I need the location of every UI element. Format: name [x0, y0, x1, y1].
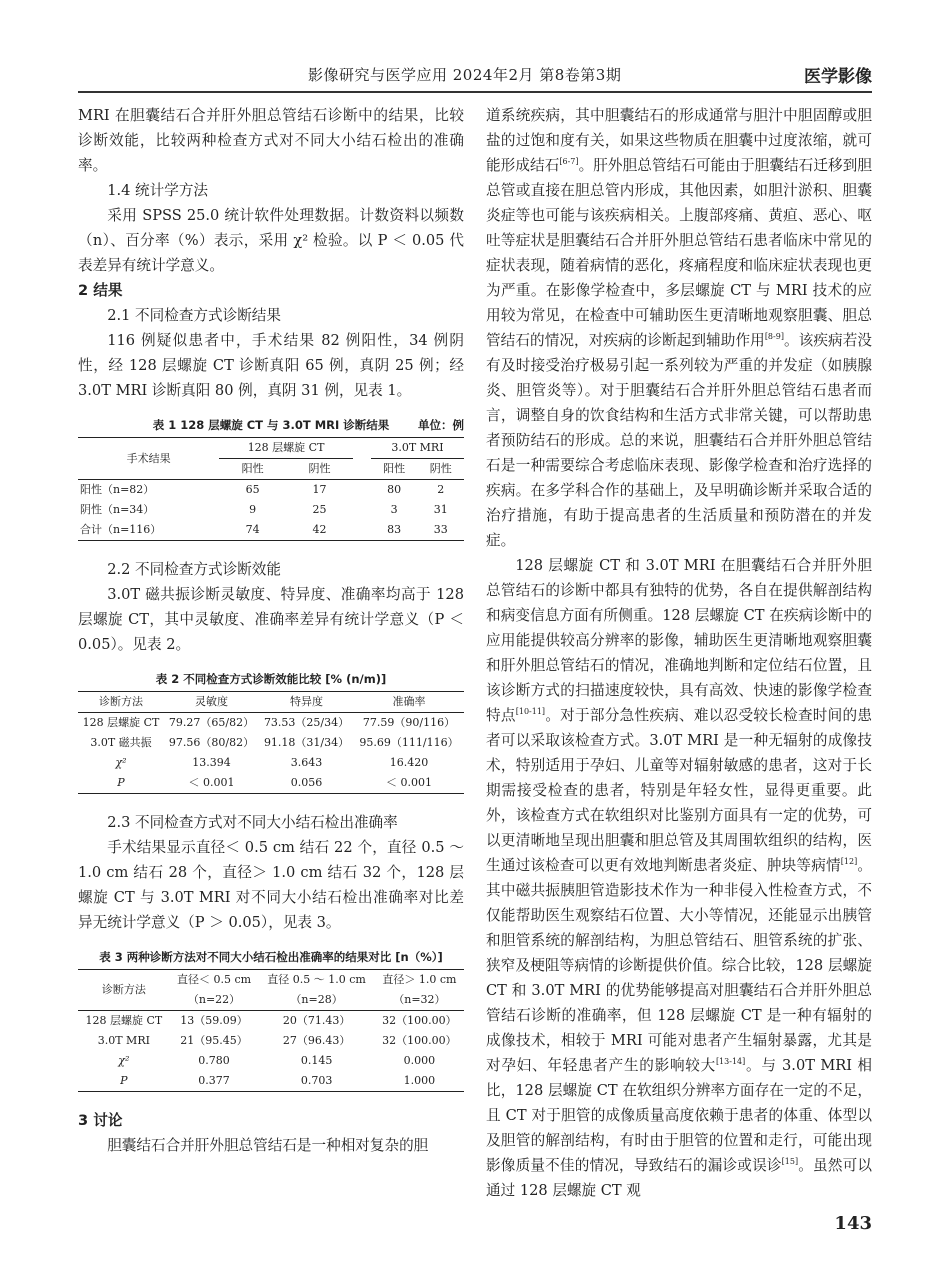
section-2-2-heading: 2.2 不同检查方式诊断效能	[107, 561, 281, 578]
citation: [6-7]	[559, 157, 579, 167]
table-row: 阴性（n=34） 9 25 3 31	[80, 503, 448, 516]
table1-unit: 单位：例	[418, 418, 464, 432]
section-2-1-heading: 2.1 不同检查方式诊断结果	[107, 307, 281, 324]
citation: [8-9]	[764, 332, 784, 342]
table1-sub-pos: 阳性	[241, 462, 264, 475]
table1-group-ct: 128 层螺旋 CT	[219, 438, 353, 459]
table1-header-main: 手术结果	[78, 438, 219, 480]
intro-paragraph: MRI 在胆囊结石合并肝外胆总管结石诊断中的结果，比较诊断效能，比较两种检查方式对不同大小结石检出的准确率。	[78, 107, 464, 174]
citation: [10-11]	[515, 707, 546, 717]
section-2-2-text: 3.0T 磁共振诊断灵敏度、特异度、准确率均高于 128 层螺旋 CT，其中灵敏度、准确率差异有统计学意义（P ＜ 0.05）。见表 2。	[78, 586, 464, 653]
journal-info: 影像研究与医学应用 2024年2月 第8卷第3期	[308, 66, 622, 84]
table-row: P ＜ 0.001 0.056 ＜ 0.001	[78, 773, 464, 794]
discussion-paragraph-1: 道系统疾病，其中胆囊结石的形成通常与胆汁中胆固醇或胆盐的过饱和度有关，如果这些物质在胆囊中过度浓缩，就可能形成结石[6-7]。肝外胆总管结石可能由于胆囊结石迁移到胆总管或直接在胆总管内形成，其他因素，如胆汁淤积、胆囊炎症等也可能与该疾病相关。上腹部疼痛、黄疸、恶心、呕吐等症状是胆囊结石合并肝外胆总管结石患者临床中常见的症状表现，随着病情的恶化，疼痛程度和临床症状表现也更为严重。在影像学检查中，多层螺旋 CT 与 MRI 技术的应用较为常见，在检查中可辅助医生更清晰地观察胆囊、胆总管结石的情况，对疾病的诊断起到辅助作用[8-9]。该疾病若没有及时接受治疗极易引起一系列较为严重的并发症（如胰腺炎、胆管炎等）。对于胆囊结石合并肝外胆总管结石患者而言，调整自身的饮食结构和生活方式非常关键，可以帮助患者预防结石的形成。总的来说，胆囊结石合并肝外胆总管结石是一种需要综合考虑临床表现、影像学检查和治疗选择的疾病。在多学科合作的基础上，及早明确诊断并采取合适的治疗措施，有助于提高患者的生活质量和预防潜在的并发症。	[486, 107, 872, 549]
table-row: 合计（n=116） 74 42 83 33	[78, 520, 464, 541]
table2-caption: 表 2 不同检查方式诊断效能比较 [% (n/m)]	[155, 672, 387, 686]
section-2-3-heading: 2.3 不同检查方式对不同大小结石检出准确率	[107, 814, 398, 831]
table1	[78, 437, 464, 541]
table-row: 128 层螺旋 CT 13（59.09） 20（71.43） 32（100.00）	[85, 1014, 457, 1027]
right-column	[486, 103, 872, 1203]
table1-sub-neg: 阴性	[308, 462, 331, 475]
section-1-4-heading: 1.4 统计学方法	[107, 182, 209, 199]
citation: [13-14]	[715, 1057, 746, 1067]
discussion-paragraph-2: 128 层螺旋 CT 和 3.0T MRI 在胆囊结石合并肝外胆总管结石的诊断中都具有独特的优势，各自在提供解剖结构和病变信息方面有所侧重。128 层螺旋 CT 在疾病诊断中的应用能提供较高分辨率的影像，辅助医生更清晰地观察胆囊和肝外胆总管结石的情况，准确地判断和定位结石位置，且该诊断方式的扫描速度较快，具有高效、快速的影像学检查特点[10-11]。对于部分急性疾病、难以忍受较长检查时间的患者可以采取该检查方式。3.0T MRI 是一种无辐射的成像技术，特别适用于孕妇、儿童等对辐射敏感的患者，这对于长期需接受检查的患者，特别是年轻女性，显得更重要。此外，该检查方式在软组织对比鉴别方面具有一定的优势，可以更清晰地呈现出胆囊和胆总管及其周围软组织的结构，医生通过该检查可以更有效地判断患者炎症、肿块等病情[12]。其中磁共振胰胆管造影技术作为一种非侵入性检查方式，不仅能帮助医生观察结石位置、大小等情况，还能显示出胰管和胆管系统的解剖结构，为胆总管结石、胆管系统的扩张、狭窄及梗阻等病情的诊断提供价值。综合比较，128 层螺旋 CT 和 3.0T MRI 的优势能够提高对胆囊结石合并肝外胆总管结石诊断的准确率，但 128 层螺旋 CT 是一种有辐射的成像技术，相较于 MRI 可能对患者产生辐射暴露，尤其是对孕妇、年轻患者产生的影响较大[13-14]。与 3.0T MRI 相比，128 层螺旋 CT 在软组织分辨率方面存在一定的不足，且 CT 对于胆管的成像质量高度依赖于患者的体重、体型以及胆管的解剖结构，有时由于胆管的位置和走行，可能出现影像质量不佳的情况，导致结石的漏诊或误诊[15]。虽然可以通过 128 层螺旋 CT 观	[486, 557, 872, 1199]
citation: [15]	[781, 1157, 799, 1167]
citation: [12]	[840, 857, 858, 867]
section-2-heading: 2 结果	[78, 282, 123, 299]
page-number: 143	[834, 1213, 872, 1234]
section-title: 医学影像	[804, 67, 872, 87]
table1-group-mri: 3.0T MRI	[371, 438, 464, 459]
table1-caption	[78, 417, 464, 433]
table-row: 3.0T 磁共振 97.56（80/82） 91.18（31/34） 95.69（111/116）	[90, 736, 459, 749]
table-row: 阳性（n=82） 65 17 80 2	[80, 483, 445, 496]
table-row: P 0.377 0.703 1.000	[78, 1071, 464, 1092]
table3: 诊断方法 直径＜ 0.5 cm 直径 0.5 ～ 1.0 cm 直径＞ 1.0 cm （n=22） （n=28） （n=32） 128 层螺旋 CT 13（59.09） 20（71.43） 32（100.00） 3.0T MRI 21（95.45） 27（96.43） 32（100.00） χ² 0.780 0.145 0.000 P 0.377 0.703 1.000	[78, 969, 464, 1092]
section-3-text-start: 胆囊结石合并肝外胆总管结石是一种相对复杂的胆	[107, 1137, 429, 1154]
section-3-heading: 3 讨论	[78, 1112, 123, 1129]
header-rule	[78, 91, 872, 93]
table-row: χ² 0.780 0.145 0.000	[118, 1054, 436, 1067]
table-row: 128 层螺旋 CT 79.27（65/82） 73.53（25/34） 77.59（90/116）	[82, 716, 456, 729]
table1-sub-neg: 阴性	[429, 462, 452, 475]
table3-caption: 表 3 两种诊断方法对不同大小结石检出准确率的结果对比 [n（%）]	[99, 950, 443, 964]
table1-title: 表 1 128 层螺旋 CT 与 3.0T MRI 诊断结果	[152, 418, 390, 432]
table1-sub-pos: 阳性	[383, 462, 406, 475]
table-row: χ² 13.394 3.643 16.420	[115, 756, 429, 769]
section-2-1-text: 116 例疑似患者中，手术结果 82 例阳性，34 例阴性，经 128 层螺旋 CT 诊断真阳 65 例，真阴 25 例；经 3.0T MRI 诊断真阳 80 例，真阴 31 例，见表 1。	[78, 332, 464, 399]
section-1-4-text: 采用 SPSS 25.0 统计软件处理数据。计数资料以频数（n）、百分率（%）表示，采用 χ² 检验。以 P ＜ 0.05 代表差异有统计学意义。	[78, 207, 464, 274]
page-header	[78, 62, 872, 88]
section-2-3-text: 手术结果显示直径＜ 0.5 cm 结石 22 个，直径 0.5 ～ 1.0 cm 结石 28 个，直径＞ 1.0 cm 结石 32 个，128 层螺旋 CT 与 3.0T MRI 对不同大小结石检出准确率对比差异无统计学意义（P ＞ 0.05），见表 3。	[78, 839, 464, 931]
table-row: 3.0T MRI 21（95.45） 27（96.43） 32（100.00）	[97, 1034, 457, 1047]
table2: 诊断方法 灵敏度 特异度 准确率 128 层螺旋 CT 79.27（65/82） 73.53（25/34） 77.59（90/116） 3.0T 磁共振 97.56（80/82） 91.18（31/34） 95.69（111/116） χ² 13.394 3.643 16.420 P ＜ 0.001 0.056 ＜ 0.001	[78, 691, 464, 794]
left-column	[78, 103, 464, 1158]
